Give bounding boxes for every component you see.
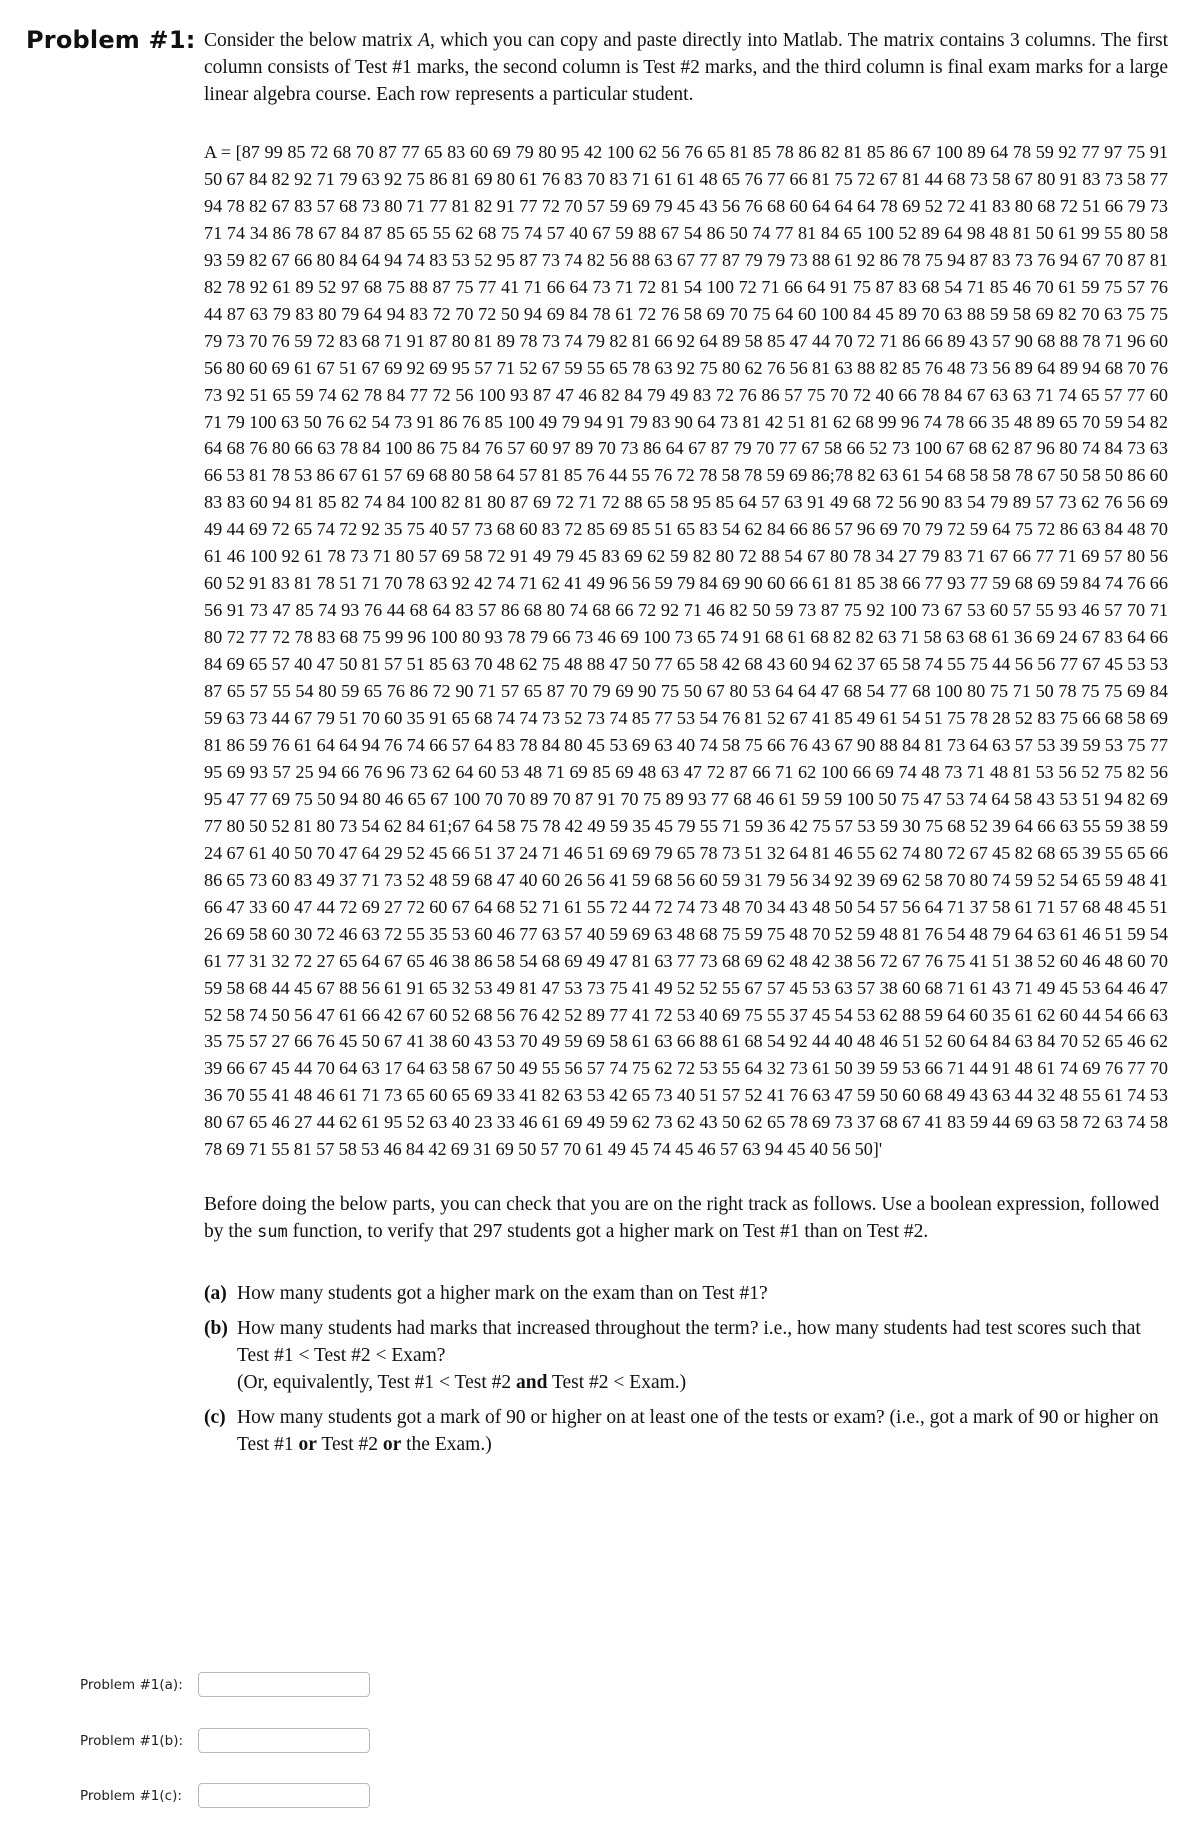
answer-label-b: Problem #1(b): — [80, 1732, 184, 1749]
answer-row-a — [80, 1672, 370, 1697]
part-a-text: How many students got a higher mark on the exam than on Test #1? — [237, 1283, 768, 1305]
answer-input-b[interactable] — [198, 1728, 370, 1753]
part-c-label: (c) — [204, 1407, 226, 1429]
answer-row-b — [80, 1728, 370, 1753]
problem-heading: Problem #1: — [26, 26, 196, 54]
question-parts — [204, 1280, 1168, 1458]
sum-function-code: sum — [257, 1222, 288, 1243]
answer-label-c: Problem #1(c): — [80, 1787, 182, 1804]
part-a — [204, 1280, 1168, 1307]
matrix-data[interactable]: A = [87 99 85 72 68 70 87 77 65 83 60 69 79 80 95 42 100 62 56 76 65 81 85 78 86 82 81 85 86 67 100 89 64 78 59 92 77 97 75 91 50 67 84 82 92 71 79 63 92 75 86 81 69 80 61 76 83 70 83 71 61 61 48 65 76 77 66 81 75 72 67 81 44 68 73 58 67 80 91 83 73 58 77 94 78 82 67 83 57 68 73 80 71 77 81 82 91 77 72 70 57 59 69 79 45 43 56 76 68 60 64 64 64 78 69 52 72 41 83 80 68 72 51 66 79 73 71 74 34 86 78 67 84 87 85 65 55 62 68 75 74 57 40 67 59 88 67 54 86 50 74 77 81 84 65 100 52 89 64 98 48 81 50 61 99 55 80 58 93 59 82 67 66 80 84 64 94 74 83 53 52 95 87 73 74 82 56 88 63 67 77 87 79 79 73 88 61 92 86 78 75 94 87 83 73 76 94 67 70 87 81 82 78 92 61 89 52 97 68 75 88 87 75 77 41 71 66 64 73 71 72 81 54 100 72 71 66 64 91 75 87 83 68 54 71 85 46 70 61 59 75 57 76 44 87 63 79 83 80 79 64 94 83 72 70 72 50 94 69 84 78 61 72 76 58 69 70 75 64 60 100 84 45 89 70 63 88 59 58 69 82 70 63 75 75 79 73 70 76 59 72 83 68 71 91 87 80 81 89 78 73 74 79 82 81 66 92 64 89 58 85 47 44 70 72 71 86 66 89 43 57 90 68 88 78 71 96 60 56 80 60 69 61 67 51 67 69 92 69 95 57 71 52 67 59 55 65 78 63 92 75 80 62 76 56 81 63 88 82 85 76 48 73 56 89 64 89 94 68 70 76 73 92 51 65 59 74 62 78 84 77 72 56 100 93 87 47 46 82 84 79 49 83 72 76 86 57 75 70 72 40 66 78 84 67 63 63 71 74 65 57 77 60 71 79 100 63 50 76 62 54 73 91 86 76 85 100 49 79 94 91 79 83 90 64 73 81 42 51 81 62 68 99 96 74 78 66 35 48 89 65 70 59 54 82 64 68 76 80 66 63 78 84 100 86 75 84 76 57 60 97 89 70 73 86 64 67 87 79 70 77 67 58 66 52 73 100 67 68 62 87 96 80 74 84 73 63 66 53 81 78 53 86 67 61 57 69 68 80 58 64 57 81 85 76 44 55 76 72 78 58 78 59 69 86;78 82 63 61 54 68 58 58 78 67 50 58 50 86 60 83 83 60 94 81 85 82 74 84 100 82 81 80 87 69 72 71 72 88 65 58 95 85 64 57 63 91 49 68 72 56 90 83 54 79 89 57 73 62 76 56 69 49 44 69 72 65 74 72 92 35 75 40 57 73 68 60 83 72 85 69 85 51 65 83 54 62 84 66 86 57 96 69 70 79 72 59 64 75 72 86 63 84 48 70 61 46 100 92 61 78 73 71 80 57 69 58 72 91 49 79 45 83 69 62 59 82 80 72 88 54 67 80 78 34 27 79 83 71 67 66 77 71 69 57 80 56 60 52 91 83 81 78 51 71 70 78 63 92 42 74 71 62 41 49 96 56 59 79 84 69 90 60 66 61 81 85 38 66 77 93 77 59 68 69 59 84 74 76 66 56 91 73 47 85 74 93 76 44 68 64 83 57 86 68 80 74 68 66 72 92 71 46 82 50 59 73 87 75 92 100 73 67 53 60 57 55 93 46 57 70 71 80 72 77 72 78 83 68 75 99 96 100 80 93 78 79 66 73 46 69 100 73 65 74 91 68 61 68 82 82 63 71 58 63 68 61 36 69 24 67 83 64 66 84 69 65 57 40 47 50 81 57 51 85 63 70 48 62 75 48 88 47 50 77 65 58 42 68 43 60 94 62 37 65 58 74 55 75 44 56 56 77 67 45 53 53 87 65 57 55 54 80 59 65 76 86 72 90 71 57 65 87 70 79 69 90 75 50 67 80 53 64 64 47 68 54 77 68 100 80 75 71 50 78 75 75 69 84 59 63 73 44 67 79 51 70 60 35 91 65 68 74 74 73 52 73 74 85 77 53 54 76 81 52 67 41 85 49 61 54 51 75 78 28 52 83 75 66 68 58 69 81 86 59 76 61 64 64 94 76 74 66 57 64 83 78 84 80 45 53 69 63 40 74 58 75 66 76 43 67 90 88 84 81 73 64 63 57 53 39 59 53 75 77 95 69 93 57 25 94 66 76 96 73 62 64 60 53 48 71 69 85 69 48 63 47 72 87 66 71 62 100 66 69 74 48 73 71 48 81 53 56 52 75 82 56 95 47 77 69 75 50 94 80 46 65 67 100 70 70 89 70 87 91 70 75 89 93 77 68 46 61 59 59 100 50 75 47 53 74 64 58 43 53 51 94 82 69 77 80 50 52 81 80 73 54 62 84 61;67 64 58 75 78 42 49 59 35 45 79 55 71 59 36 42 75 57 53 59 30 75 68 52 39 64 66 63 55 59 38 59 24 67 61 40 50 70 47 64 29 52 45 66 51 37 24 71 46 51 69 69 79 65 78 73 51 32 64 81 46 55 62 74 80 72 67 45 82 68 65 39 55 65 66 86 65 73 60 83 49 37 71 73 52 48 59 68 47 40 60 26 56 41 59 68 56 60 59 31 79 56 34 92 39 69 62 58 70 80 74 59 52 54 65 59 48 41 66 47 33 60 47 44 72 69 27 72 60 67 64 68 52 71 61 55 72 44 72 74 73 48 70 34 43 48 50 54 57 56 64 71 37 58 61 71 57 68 48 45 51 26 69 58 60 30 72 46 63 72 55 35 53 60 46 77 63 57 40 59 69 63 48 68 75 59 75 48 70 52 59 48 81 76 54 48 79 64 63 61 46 51 59 54 61 77 31 32 72 27 65 64 67 65 46 38 86 58 54 68 69 49 47 81 63 77 73 68 69 62 48 42 38 56 72 67 76 75 41 51 38 52 60 46 48 60 70 59 58 68 44 45 67 88 56 61 91 65 32 53 49 81 47 53 73 75 41 49 52 52 55 67 57 45 53 63 57 38 60 68 71 61 43 71 49 45 53 64 46 47 52 58 74 50 56 47 61 66 42 67 60 52 68 56 76 42 52 89 77 41 72 53 40 69 75 55 37 45 54 53 62 88 59 64 60 35 61 62 60 44 54 66 63 35 75 57 27 66 76 45 50 67 41 38 60 43 53 70 49 59 69 58 61 63 66 88 61 68 54 92 44 40 48 46 51 52 60 64 84 63 84 70 52 65 46 62 39 66 67 45 44 70 64 63 17 64 63 58 67 50 49 55 56 57 74 75 62 72 53 55 64 32 73 61 50 39 59 53 66 71 44 91 48 61 74 69 76 77 70 36 70 55 41 48 46 61 71 73 65 60 65 69 33 41 82 63 53 42 65 73 40 51 57 52 41 76 63 47 59 50 60 68 49 43 63 44 32 48 55 61 74 53 80 67 65 46 27 44 62 61 95 52 63 40 23 33 46 61 69 49 59 62 73 62 43 50 62 65 78 69 73 37 68 67 41 83 59 44 69 63 58 72 63 74 58 78 69 71 55 81 57 58 53 46 84 42 69 31 69 50 57 70 61 49 45 74 45 46 57 63 94 45 40 56 50]' — [204, 142, 1168, 1160]
check-hint: Before doing the below parts, you can check that you are on the right track as follows. Use a boolean expression, followed by the sum function, to verify that 297 students got a higher mark on Test #1 than on Test #2. — [204, 1194, 1160, 1243]
answer-input-c[interactable] — [198, 1783, 370, 1808]
answer-label-a: Problem #1(a): — [80, 1676, 183, 1693]
answer-row-c — [80, 1783, 370, 1808]
part-a-label: (a) — [204, 1283, 227, 1305]
problem-body — [204, 27, 1168, 1466]
matrix-variable: A — [418, 30, 430, 51]
part-c-text: How many students got a mark of 90 or higher on at least one of the tests or exam? (i.e., got a mark of 90 or higher on Test #1 or Test #2 or the Exam.) — [237, 1407, 1159, 1456]
part-b — [204, 1315, 1168, 1396]
part-b-label: (b) — [204, 1318, 228, 1340]
part-b-text: How many students had marks that increased throughout the term? i.e., how many students had test scores such that Test #1 < Test #2 < Exam? (Or, equivalently, Test #1 < Test #2 and Test #2 < Exam.) — [237, 1318, 1141, 1394]
problem-intro: Consider the below matrix A, which you can copy and paste directly into Matlab. The matrix contains 3 columns. The first column consists of Test #1 marks, the second column is Test #2 marks, and the third column is final exam marks for a large linear algebra course. Each row represents a particular student. — [204, 30, 1168, 105]
part-c — [204, 1404, 1168, 1458]
answer-input-a[interactable] — [198, 1672, 370, 1697]
